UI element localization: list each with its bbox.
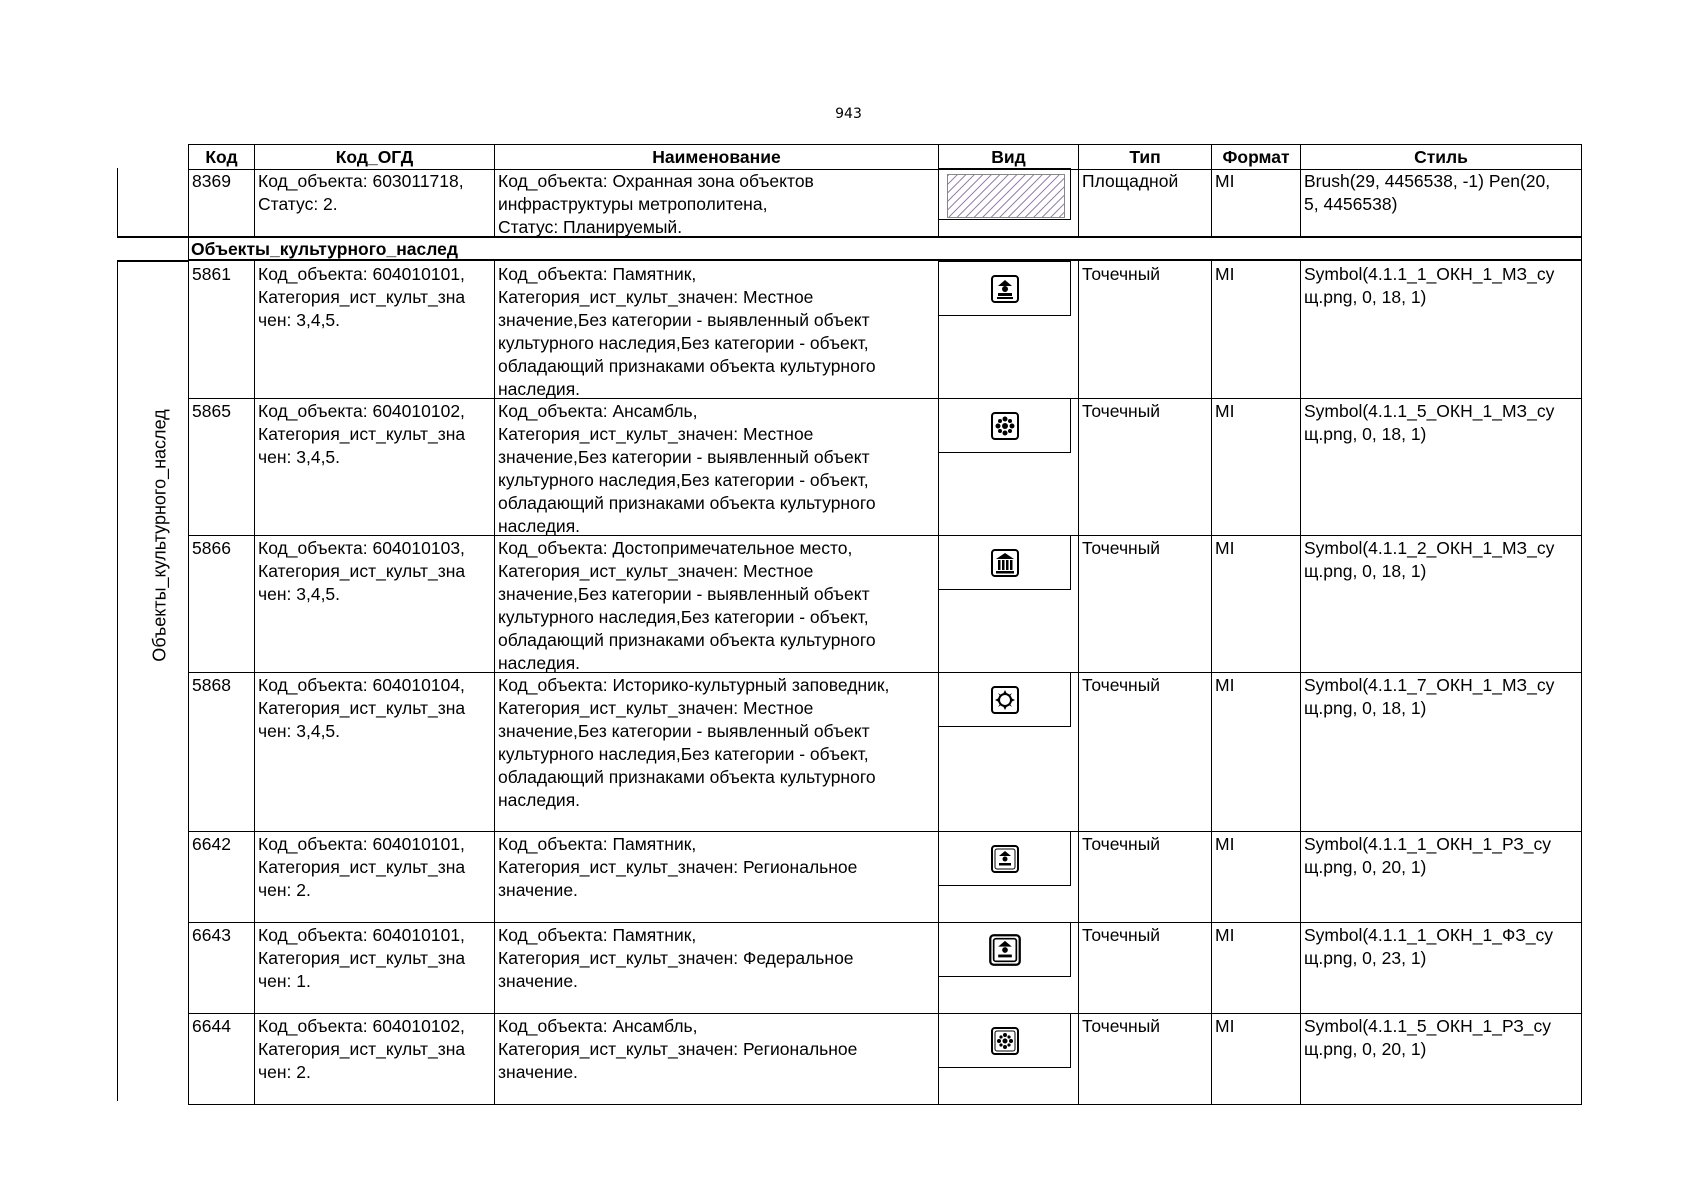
symbol-frame bbox=[939, 672, 1071, 727]
cell-name: Код_объекта: Охранная зона объектов инфраструктуры метрополитена, Статус: Планируемый. bbox=[494, 168, 938, 236]
cell-kod: 6643 bbox=[188, 922, 254, 1013]
cell-kod: 5866 bbox=[188, 535, 254, 672]
cell-ogd: Код_объекта: 604010101, Категория_ист_культ_зна чен: 2. bbox=[254, 831, 494, 922]
cell-format: MI bbox=[1211, 1013, 1300, 1104]
cell-ogd: Код_объекта: 604010103, Категория_ист_культ_зна чен: 3,4,5. bbox=[254, 535, 494, 672]
monument-regional-icon bbox=[990, 844, 1020, 874]
cell-kod: 5865 bbox=[188, 398, 254, 535]
cell-style: Symbol(4.1.1_1_ОКН_1_РЗ_су щ.png, 0, 20, 1) bbox=[1300, 831, 1582, 922]
col-header-name: Наименование bbox=[494, 145, 938, 169]
section-right-edge bbox=[1581, 238, 1582, 259]
cell-tip: Точечный bbox=[1078, 261, 1211, 398]
col-header-ogd: Код_ОГД bbox=[254, 145, 494, 169]
cell-style: Symbol(4.1.1_1_ОКН_1_МЗ_су щ.png, 0, 18, 1) bbox=[1300, 261, 1582, 398]
ensemble-icon bbox=[990, 411, 1020, 441]
table-row bbox=[188, 831, 1582, 923]
table-row bbox=[188, 398, 1582, 536]
left-border-line bbox=[117, 168, 118, 236]
cell-ogd: Код_объекта: 604010101, Категория_ист_культ_зна чен: 3,4,5. bbox=[254, 261, 494, 398]
cell-name: Код_объекта: Историко-культурный заповедник, Категория_ист_культ_значен: Местное значение,Без категории - выявленный объект культурного наследия,Без категории - объект, обладающий признаками объекта культурного наследия. bbox=[494, 672, 938, 831]
left-border-line-2 bbox=[117, 262, 118, 1101]
cell-tip: Точечный bbox=[1078, 398, 1211, 535]
cell-tip: Точечный bbox=[1078, 672, 1211, 831]
cell-vid bbox=[938, 398, 1078, 535]
col-header-kod: Код bbox=[188, 145, 254, 169]
cell-name: Код_объекта: Памятник, Категория_ист_культ_значен: Федеральное значение. bbox=[494, 922, 938, 1013]
reserve-icon bbox=[990, 685, 1020, 715]
table-row bbox=[188, 168, 1582, 237]
page-number: 943 bbox=[835, 106, 862, 122]
symbol-frame bbox=[939, 261, 1071, 316]
col-header-format: Формат bbox=[1211, 145, 1300, 169]
cell-kod: 5868 bbox=[188, 672, 254, 831]
table-row bbox=[188, 535, 1582, 673]
cell-name: Код_объекта: Ансамбль, Категория_ист_культ_значен: Местное значение,Без категории - выявленный объект культурного наследия,Без категории - объект, обладающий признаками объекта культурного наследия. bbox=[494, 398, 938, 535]
cell-name: Код_объекта: Памятник, Категория_ист_культ_значен: Региональное значение. bbox=[494, 831, 938, 922]
section-header-row bbox=[188, 236, 1582, 261]
cell-vid bbox=[938, 831, 1078, 922]
cell-vid bbox=[938, 168, 1078, 236]
section-left-edge bbox=[188, 238, 189, 259]
cell-ogd: Код_объекта: 604010102, Категория_ист_культ_зна чен: 2. bbox=[254, 1013, 494, 1104]
ensemble-regional-icon bbox=[990, 1026, 1020, 1056]
cell-tip: Точечный bbox=[1078, 1013, 1211, 1104]
landmark-icon bbox=[990, 548, 1020, 578]
monument-federal-icon bbox=[988, 933, 1022, 967]
cell-tip: Точечный bbox=[1078, 922, 1211, 1013]
cell-format: MI bbox=[1211, 672, 1300, 831]
table-header bbox=[188, 144, 1582, 170]
cell-vid bbox=[938, 261, 1078, 398]
table-row bbox=[188, 672, 1582, 832]
section-title: Объекты_культурного_наслед bbox=[191, 239, 458, 259]
col-header-style: Стиль bbox=[1300, 145, 1582, 169]
col-header-tip: Тип bbox=[1078, 145, 1211, 169]
cell-style: Symbol(4.1.1_7_ОКН_1_МЗ_су щ.png, 0, 18, 1) bbox=[1300, 672, 1582, 831]
cell-format: MI bbox=[1211, 398, 1300, 535]
cell-name: Код_объекта: Памятник, Категория_ист_культ_значен: Местное значение,Без категории - выявленный объект культурного наследия,Без категории - объект, обладающий признаками объекта культурного наследия. bbox=[494, 261, 938, 398]
cell-kod: 6642 bbox=[188, 831, 254, 922]
symbol-frame bbox=[939, 922, 1071, 977]
cell-name: Код_объекта: Достопримечательное место, Категория_ист_культ_значен: Местное значение,Без категории - выявленный объект культурного наследия,Без категории - объект, обладающий признаками объекта культурного наследия. bbox=[494, 535, 938, 672]
table-row bbox=[188, 261, 1582, 399]
cell-tip: Точечный bbox=[1078, 535, 1211, 672]
cell-vid bbox=[938, 922, 1078, 1013]
side-group-label: Объекты_культурного_наслед bbox=[149, 409, 170, 662]
cell-ogd: Код_объекта: 603011718, Статус: 2. bbox=[254, 168, 494, 236]
cell-vid bbox=[938, 535, 1078, 672]
cell-kod: 6644 bbox=[188, 1013, 254, 1104]
cell-kod: 5861 bbox=[188, 261, 254, 398]
cell-format: MI bbox=[1211, 922, 1300, 1013]
symbol-frame bbox=[939, 398, 1071, 453]
cell-ogd: Код_объекта: 604010102, Категория_ист_культ_зна чен: 3,4,5. bbox=[254, 398, 494, 535]
cell-tip: Точечный bbox=[1078, 831, 1211, 922]
cell-style: Symbol(4.1.1_2_ОКН_1_МЗ_су щ.png, 0, 18, 1) bbox=[1300, 535, 1582, 672]
table-row bbox=[188, 922, 1582, 1014]
cell-vid bbox=[938, 672, 1078, 831]
cell-tip: Площадной bbox=[1078, 168, 1211, 236]
cell-style: Symbol(4.1.1_1_ОКН_1_ФЗ_су щ.png, 0, 23, 1) bbox=[1300, 922, 1582, 1013]
monument-icon bbox=[990, 274, 1020, 304]
cell-format: MI bbox=[1211, 831, 1300, 922]
cell-format: MI bbox=[1211, 168, 1300, 236]
cell-style: Symbol(4.1.1_5_ОКН_1_РЗ_су щ.png, 0, 20, 1) bbox=[1300, 1013, 1582, 1104]
swatch-frame bbox=[939, 168, 1071, 220]
left-border-hline-2 bbox=[117, 260, 188, 262]
hatch-swatch-icon bbox=[947, 174, 1065, 218]
cell-format: MI bbox=[1211, 535, 1300, 672]
col-header-vid: Вид bbox=[938, 145, 1078, 169]
cell-kod: 8369 bbox=[188, 168, 254, 236]
cell-ogd: Код_объекта: 604010101, Категория_ист_культ_зна чен: 1. bbox=[254, 922, 494, 1013]
cell-ogd: Код_объекта: 604010104, Категория_ист_культ_зна чен: 3,4,5. bbox=[254, 672, 494, 831]
cell-style: Brush(29, 4456538, -1) Pen(20, 5, 4456538) bbox=[1300, 168, 1582, 236]
symbol-frame bbox=[939, 831, 1071, 886]
cell-style: Symbol(4.1.1_5_ОКН_1_МЗ_су щ.png, 0, 18, 1) bbox=[1300, 398, 1582, 535]
symbol-frame bbox=[939, 535, 1071, 590]
table-row bbox=[188, 1013, 1582, 1105]
cell-name: Код_объекта: Ансамбль, Категория_ист_культ_значен: Региональное значение. bbox=[494, 1013, 938, 1104]
left-border-hline bbox=[117, 236, 188, 238]
cell-vid bbox=[938, 1013, 1078, 1104]
symbol-frame bbox=[939, 1013, 1071, 1068]
cell-format: MI bbox=[1211, 261, 1300, 398]
